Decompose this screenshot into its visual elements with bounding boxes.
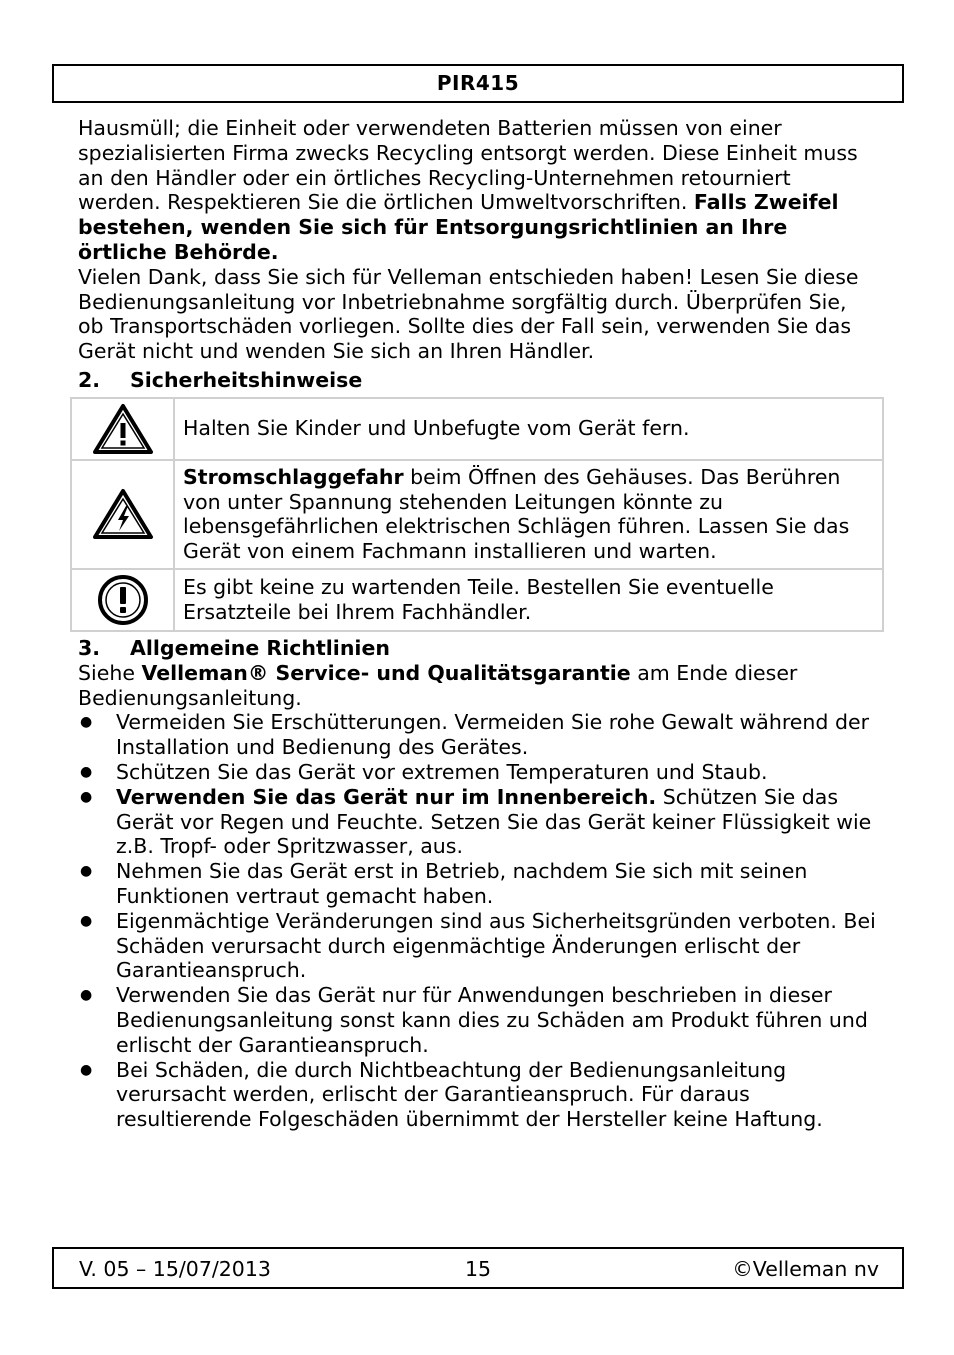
- safety-table: [70, 397, 884, 632]
- list-item: [78, 1058, 878, 1132]
- warning-triangle-icon: [72, 403, 173, 455]
- footer-copyright: ©Velleman nv: [732, 1257, 879, 1281]
- list-item: [78, 710, 878, 760]
- safety-text-bold: Stromschlaggefahr: [183, 464, 404, 489]
- exclamation-circle-icon: [72, 574, 173, 626]
- safety-icon-cell: [71, 460, 174, 569]
- safety-row: [71, 460, 883, 569]
- section-2-heading: [78, 368, 878, 393]
- safety-icon-cell: [71, 398, 174, 460]
- section-3-intro: [78, 661, 878, 711]
- list-item-text: Bei Schäden, die durch Nichtbeachtung der Bedienungsanleitung verursacht werden, erlischt der Garantieanspruch. Für daraus resultierende Folgeschäden übernimmt der Hersteller keine Haftung.: [116, 1057, 823, 1132]
- footer-version: V. 05 – 15/07/2013: [79, 1257, 271, 1281]
- page-content: [78, 116, 878, 1132]
- list-item-text: Eigenmächtige Veränderungen sind aus Sicherheitsgründen verboten. Bei Schäden verursacht durch eigenmächtige Änderungen erlischt der Garantieanspruch.: [116, 908, 876, 983]
- bullet-icon: ●: [80, 863, 93, 880]
- bullet-icon: ●: [80, 714, 93, 731]
- bullet-icon: ●: [80, 987, 93, 1004]
- list-item-bold: Verwenden Sie das Gerät nur im Innenbereich.: [116, 784, 657, 809]
- page-footer: [52, 1247, 904, 1289]
- page-header-title: PIR415: [436, 71, 520, 95]
- footer-page-number: 15: [465, 1257, 492, 1281]
- section-3-intro-post: am Ende dieser Bedienungsanleitung.: [78, 660, 798, 710]
- safety-row: [71, 398, 883, 460]
- safety-text-cell: [174, 569, 883, 631]
- intro-paragraph-thanks: Vielen Dank, dass Sie sich für Velleman entschieden haben! Lesen Sie diese Bedienungsanleitung vor Inbetriebnahme sorgfältig durch. Überprüfen Sie, ob Transportschäden vorliegen. Sollte dies der Fall sein, verwenden Sie das Gerät nicht und wenden Sie sich an Ihren Händler.: [78, 264, 859, 364]
- safety-icon-cell: [71, 569, 174, 631]
- list-item-text: Vermeiden Sie Erschütterungen. Vermeiden Sie rohe Gewalt während der Installation und Bedienung des Gerätes.: [116, 710, 869, 760]
- intro-disposal-text: Hausmüll; die Einheit oder verwendeten Batterien müssen von einer spezialisierten Firma zwecks Recycling entsorgt werden. Diese Einheit muss an den Händler oder ein örtliches Recycling-Unternehmen retourniert werden. Respektieren Sie die örtlichen Umweltvorschriften.: [78, 116, 858, 215]
- section-2-title: Sicherheitshinweise: [130, 367, 363, 392]
- list-item-text: Verwenden Sie das Gerät nur für Anwendungen beschrieben in dieser Bedienungsanleitung sonst kann dies zu Schäden am Produkt führen und erlischt der Garantieanspruch.: [116, 983, 868, 1057]
- guidelines-list: [78, 710, 878, 1132]
- list-item-text: Schützen Sie das Gerät vor Regen und Feuchte. Setzen Sie das Gerät keiner Flüssigkeit wie z.B. Tropf- oder Spritzwasser, aus.: [116, 784, 872, 859]
- list-item: [78, 785, 878, 859]
- list-item: [78, 760, 878, 785]
- list-item: [78, 983, 878, 1057]
- safety-text-parts: Es gibt keine zu wartenden Teile. Bestellen Sie eventuelle Ersatzteile bei Ihrem Fachhändler.: [183, 575, 774, 624]
- safety-text-cell: [174, 460, 883, 569]
- safety-row: [71, 569, 883, 631]
- electric-shock-icon: [72, 488, 173, 540]
- bullet-icon: ●: [80, 763, 93, 780]
- section-3-title: Allgemeine Richtlinien: [130, 635, 390, 660]
- section-3-intro-bold: Velleman® Service- und Qualitätsgarantie: [141, 660, 631, 685]
- section-2-number: 2.: [78, 367, 101, 392]
- list-item: [78, 909, 878, 983]
- safety-text-children: Halten Sie Kinder und Unbefugte vom Gerät fern.: [183, 416, 690, 441]
- list-item-text: Schützen Sie das Gerät vor extremen Temperaturen und Staub.: [116, 759, 768, 784]
- section-3-heading: [78, 636, 878, 661]
- bullet-icon: ●: [80, 912, 93, 929]
- safety-text-shock: beim Öffnen des Gehäuses. Das Berühren von unter Spannung stehenden Leitungen könnte zu lebensgefährlichen elektrischen Schlägen führen. Lassen Sie das Gerät von einem Fachmann installieren und warten.: [183, 464, 850, 564]
- section-3-intro-pre: Siehe: [78, 660, 142, 685]
- safety-text-cell: [174, 398, 883, 460]
- page-header: [52, 64, 904, 103]
- bullet-icon: ●: [80, 1061, 93, 1078]
- intro-paragraph-disposal: [78, 116, 878, 265]
- list-item: [78, 859, 878, 909]
- section-3-number: 3.: [78, 635, 101, 660]
- intro-disposal-bold: Falls Zweifel bestehen, wenden Sie sich für Entsorgungsrichtlinien an Ihre örtliche Behörde.: [78, 190, 839, 264]
- bullet-icon: ●: [80, 788, 93, 805]
- list-item-text: Nehmen Sie das Gerät erst in Betrieb, nachdem Sie sich mit seinen Funktionen vertraut gemacht haben.: [116, 859, 808, 908]
